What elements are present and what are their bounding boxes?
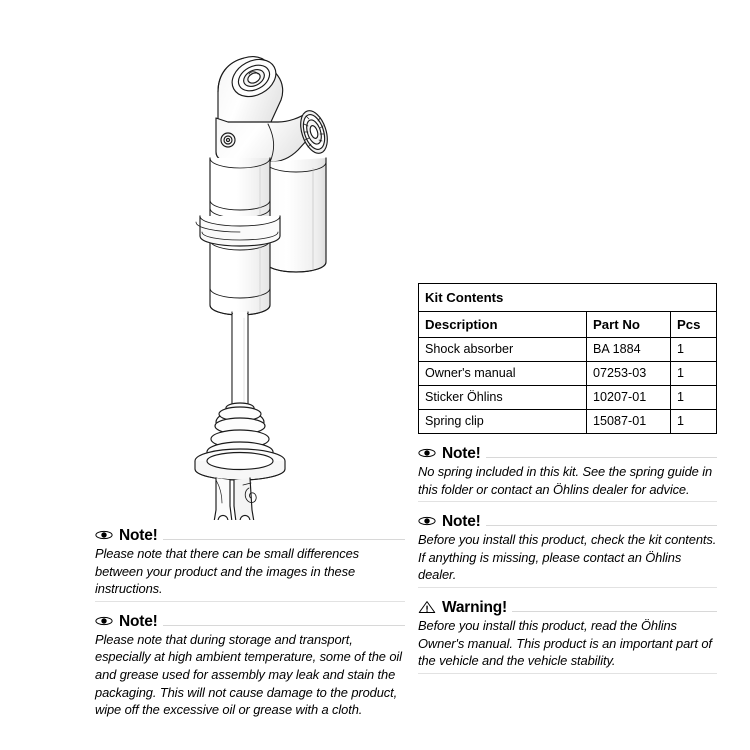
warning-triangle-icon (418, 600, 436, 614)
note-header (95, 614, 405, 630)
note-body: Please note that there can be small differences between your product and the images in these instructions. (95, 546, 360, 597)
preload-collar (196, 216, 280, 246)
header-rule (163, 539, 405, 540)
note-spring-not-included (418, 446, 717, 502)
cell-pcs: 1 (671, 410, 717, 434)
warning-read-owners-manual (418, 600, 717, 674)
cell-pcs: 1 (671, 362, 717, 386)
table-row (419, 386, 717, 410)
lower-flange (195, 449, 285, 480)
eye-icon (95, 614, 113, 628)
cell-part-no: 10207-01 (587, 386, 671, 410)
column-header-part-no: Part No (587, 312, 671, 338)
cell-description: Shock absorber (419, 338, 587, 362)
note-footer-rule (418, 501, 717, 502)
side-adjuster (221, 133, 235, 147)
header-rule (163, 625, 405, 626)
note-title: Note! (119, 612, 158, 630)
column-header-description: Description (419, 312, 587, 338)
note-body: Before you install this product, check the kit contents. If anything is missing, please contact an Öhlins dealer. (418, 532, 717, 583)
kit-contents-table (418, 283, 717, 434)
note-product-differences (95, 528, 405, 602)
right-column (418, 283, 717, 674)
note-title: Note! (119, 527, 158, 544)
cell-description: Owner's manual (419, 362, 587, 386)
table-row (419, 338, 717, 362)
reservoir-cylinder (266, 158, 326, 272)
note-title: Note! (442, 513, 481, 531)
header-rule (486, 457, 717, 458)
left-column (95, 528, 405, 719)
kit-contents-title: Kit Contents (419, 284, 717, 312)
column-header-pcs: Pcs (671, 312, 717, 338)
warning-body: Before you install this product, read the Öhlins Owner's manual. This product is an important part of the vehicle and the vehicle stability. (418, 617, 712, 669)
note-footer-rule (418, 673, 717, 674)
eye-icon (418, 514, 436, 528)
cell-description: Sticker Öhlins (419, 386, 587, 410)
shock-absorber-illustration (150, 40, 370, 520)
note-footer-rule (95, 601, 405, 602)
piston-shaft (232, 312, 248, 408)
note-body: No spring included in this kit. See the spring guide in this folder or contact an Öhlins dealer for advice. (418, 464, 713, 497)
cell-part-no: 07253-03 (587, 362, 671, 386)
note-header (418, 446, 717, 462)
cell-part-no: BA 1884 (587, 338, 671, 362)
note-check-kit-contents (418, 514, 717, 588)
note-header (418, 514, 717, 530)
adjuster-knob (296, 107, 332, 156)
note-body: Please note that during storage and transport, especially at high ambient temperature, some of the oil and grease used for assembly may leak and stain the packaging. This will not cause damage to the product, wipe off the excessive oil or grease with a cloth. (95, 631, 402, 718)
table-title-row (419, 284, 717, 312)
lower-clevis-mount (214, 478, 256, 520)
header-rule (486, 525, 717, 526)
cell-description: Spring clip (419, 410, 587, 434)
table-row (419, 410, 717, 434)
note-storage-and-transport (95, 614, 405, 719)
eye-icon (418, 446, 436, 460)
cell-pcs: 1 (671, 386, 717, 410)
upper-mount-head (218, 52, 283, 124)
table-row (419, 362, 717, 386)
header-rule (512, 611, 717, 612)
warning-title: Warning! (442, 598, 507, 616)
note-title: Note! (442, 445, 481, 462)
cell-part-no: 15087-01 (587, 410, 671, 434)
cell-pcs: 1 (671, 338, 717, 362)
note-footer-rule (418, 587, 717, 588)
table-header-row (419, 312, 717, 338)
warning-header (418, 600, 717, 616)
note-header (95, 528, 405, 544)
eye-icon (95, 528, 113, 542)
